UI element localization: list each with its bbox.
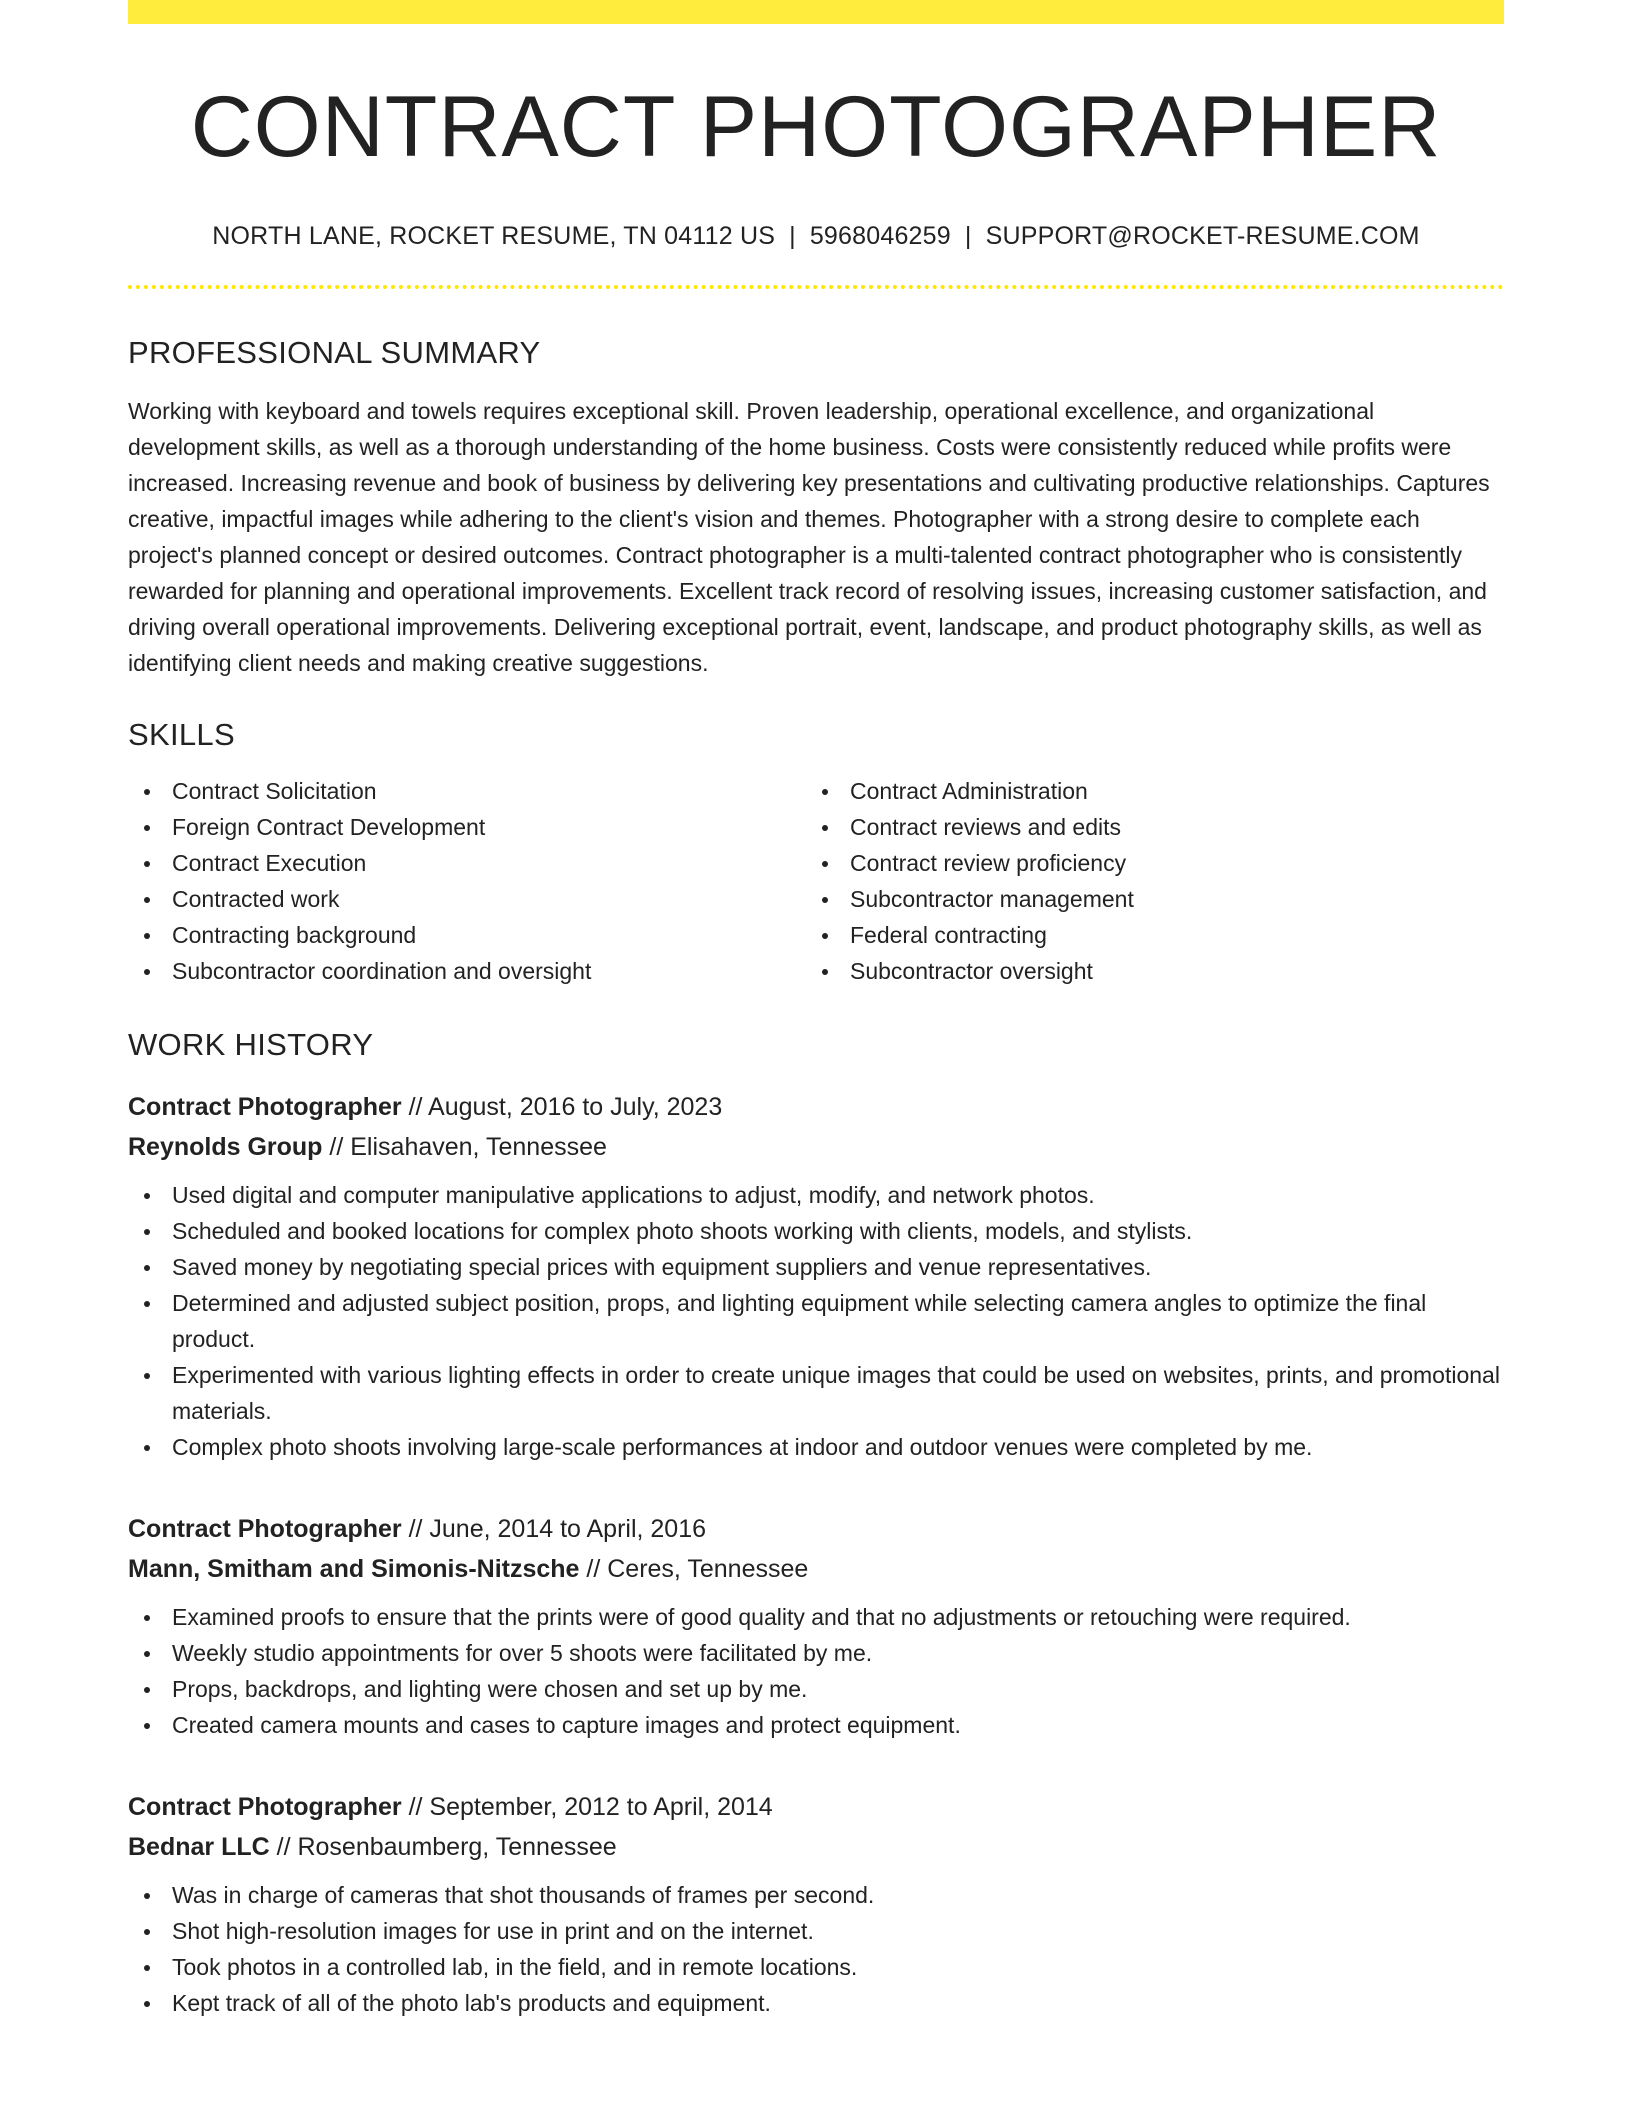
job-bullet: Kept track of all of the photo lab's products and equipment. <box>128 1985 1504 2021</box>
job-bullet: Shot high-resolution images for use in print and on the internet. <box>128 1913 1504 1949</box>
job-entry <box>128 1787 1504 2021</box>
skill-item: Contract Administration <box>806 773 1484 809</box>
skill-item: Subcontractor management <box>806 881 1484 917</box>
skill-item: Contract review proficiency <box>806 845 1484 881</box>
contact-line <box>128 221 1504 251</box>
job-company-line <box>128 1549 1504 1589</box>
contact-email: SUPPORT@ROCKET-RESUME.COM <box>985 221 1420 250</box>
job-title-line <box>128 1787 1504 1827</box>
contact-separator: | <box>789 221 796 250</box>
job-company: Bednar LLC <box>128 1832 270 1861</box>
job-bullet: Scheduled and booked locations for complex photo shoots working with clients, models, and stylists. <box>128 1213 1504 1249</box>
job-bullet: Complex photo shoots involving large-scale performances at indoor and outdoor venues were completed by me. <box>128 1429 1504 1465</box>
skill-item: Contract Execution <box>128 845 806 881</box>
job-location: // Ceres, Tennessee <box>579 1554 809 1583</box>
job-title: Contract Photographer <box>128 1514 402 1543</box>
job-bullets <box>128 1177 1504 1465</box>
skills-grid <box>128 773 1504 989</box>
job-title-line <box>128 1509 1504 1549</box>
contact-separator: | <box>964 221 972 250</box>
skill-item: Contract Solicitation <box>128 773 806 809</box>
job-company: Mann, Smitham and Simonis-Nitzsche <box>128 1554 580 1583</box>
summary-heading: PROFESSIONAL SUMMARY <box>128 334 541 370</box>
job-bullet: Took photos in a controlled lab, in the field, and in remote locations. <box>128 1949 1504 1985</box>
job-bullets <box>128 1599 1504 1743</box>
job-bullet: Saved money by negotiating special prices with equipment suppliers and venue representatives. <box>128 1249 1504 1285</box>
job-location: // Elisahaven, Tennessee <box>322 1132 607 1161</box>
job-company-line <box>128 1827 1504 1867</box>
job-bullet: Used digital and computer manipulative applications to adjust, modify, and network photos. <box>128 1177 1504 1213</box>
job-bullet: Weekly studio appointments for over 5 shoots were facilitated by me. <box>128 1635 1504 1671</box>
skill-item: Federal contracting <box>806 917 1484 953</box>
skill-item: Foreign Contract Development <box>128 809 806 845</box>
job-dates: // June, 2014 to April, 2016 <box>401 1514 707 1543</box>
work-history-heading: WORK HISTORY <box>128 1026 374 1062</box>
job-company: Reynolds Group <box>128 1132 323 1161</box>
skills-list-left <box>128 773 806 989</box>
job-title: Contract Photographer <box>128 1792 402 1821</box>
contact-phone: 5968046259 <box>809 221 951 250</box>
skill-item: Subcontractor coordination and oversight <box>128 953 806 989</box>
job-bullet: Props, backdrops, and lighting were chosen and set up by me. <box>128 1671 1504 1707</box>
job-company-line <box>128 1127 1504 1167</box>
summary-text: Working with keyboard and towels requires exceptional skill. Proven leadership, operational excellence, and organizational development skills, as well as a thorough understanding of the home business. Costs were consistently reduced while profits were increased. Increasing revenue and book of business by delivering key presentations and cultivating productive relationships. Captures creative, impactful images while adhering to the client's vision and themes. Photographer with a strong desire to complete each project's planned concept or desired outcomes. Contract photographer is a multi-talented contract photographer who is consistently rewarded for planning and operational improvements. Excellent track record of resolving issues, increasing customer satisfaction, and driving overall operational improvements. Delivering exceptional portrait, event, landscape, and product photography skills, as well as identifying client needs and making creative suggestions. <box>128 397 1490 676</box>
skills-list-right <box>806 773 1484 989</box>
top-accent-bar <box>128 0 1504 24</box>
job-bullet: Created camera mounts and cases to capture images and protect equipment. <box>128 1707 1504 1743</box>
skill-item: Contract reviews and edits <box>806 809 1484 845</box>
skill-item: Subcontractor oversight <box>806 953 1484 989</box>
job-entry <box>128 1087 1504 1465</box>
job-bullet: Was in charge of cameras that shot thousands of frames per second. <box>128 1877 1504 1913</box>
resume-page <box>128 0 1504 2021</box>
dotted-divider <box>128 285 1504 289</box>
job-dates: // August, 2016 to July, 2023 <box>401 1092 723 1121</box>
job-location: // Rosenbaumberg, Tennessee <box>269 1832 617 1861</box>
job-title-line <box>128 1087 1504 1127</box>
job-dates: // September, 2012 to April, 2014 <box>401 1792 773 1821</box>
job-bullet: Determined and adjusted subject position, props, and lighting equipment while selecting camera angles to optimize the final product. <box>128 1285 1504 1357</box>
skill-item: Contracted work <box>128 881 806 917</box>
job-bullet: Experimented with various lighting effects in order to create unique images that could be used on websites, prints, and promotional materials. <box>128 1357 1504 1429</box>
job-bullet: Examined proofs to ensure that the prints were of good quality and that no adjustments or retouching were required. <box>128 1599 1504 1635</box>
job-title: Contract Photographer <box>128 1092 402 1121</box>
resume-name: CONTRACT PHOTOGRAPHER <box>190 79 1442 175</box>
job-entry <box>128 1509 1504 1743</box>
skill-item: Contracting background <box>128 917 806 953</box>
skills-heading: SKILLS <box>128 716 235 752</box>
job-bullets <box>128 1877 1504 2021</box>
contact-address: NORTH LANE, ROCKET RESUME, TN 04112 US <box>212 221 776 250</box>
